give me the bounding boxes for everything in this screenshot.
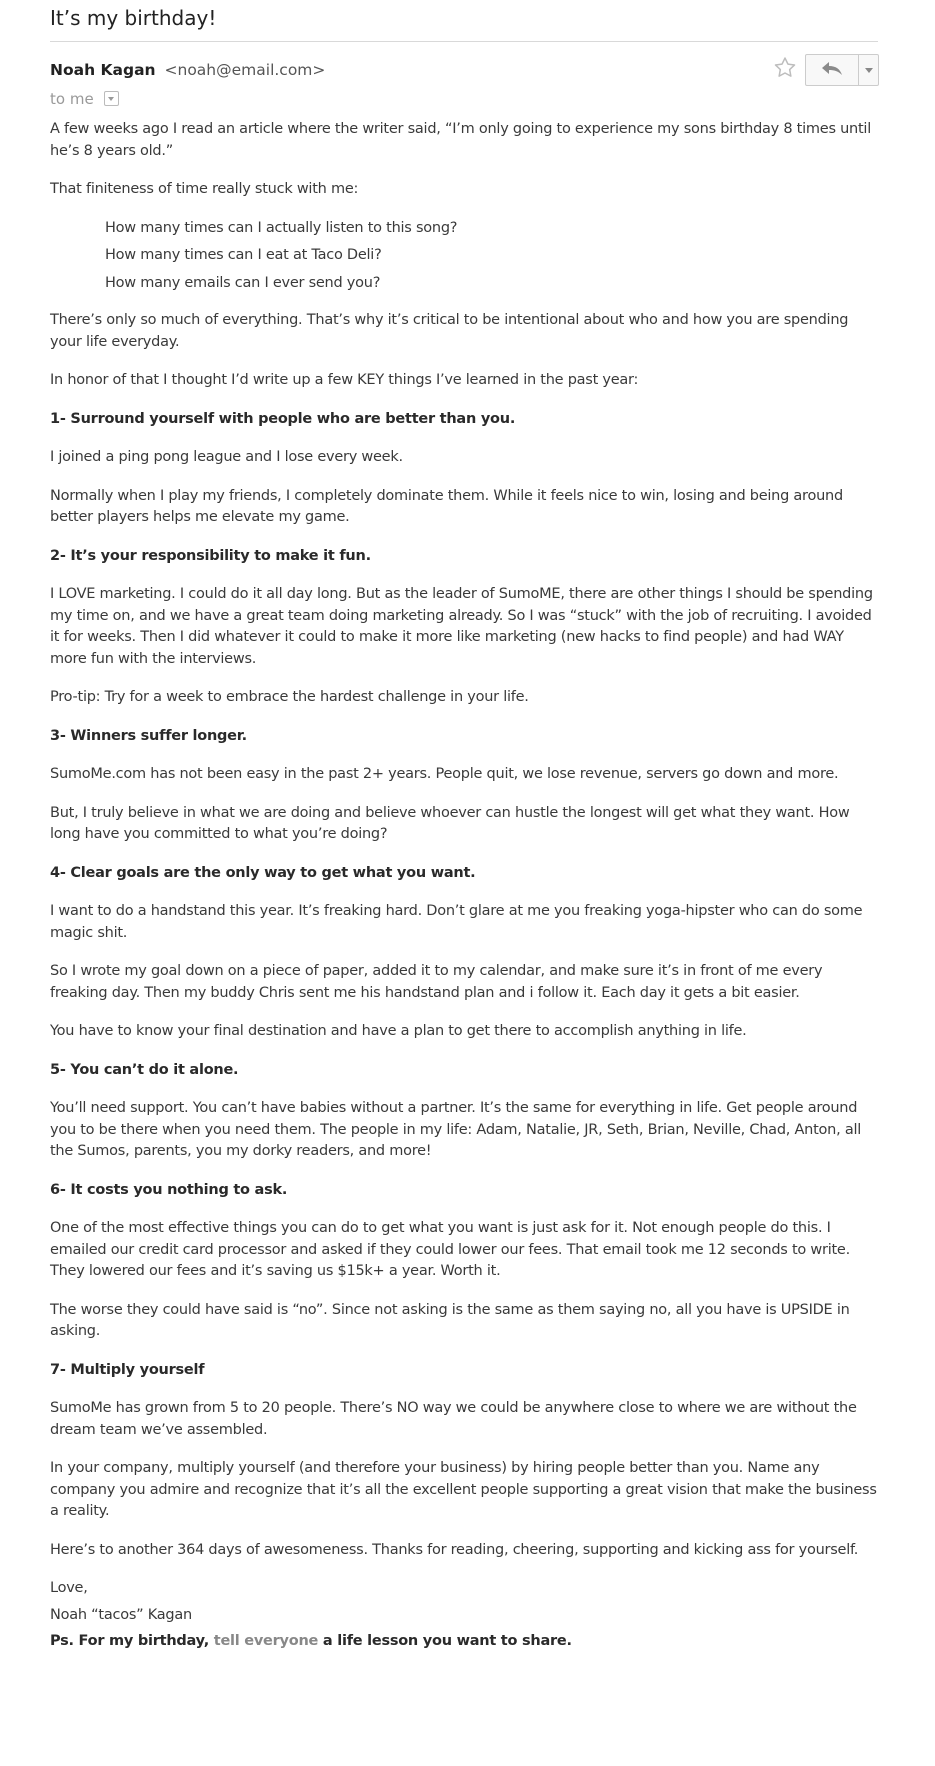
- paragraph: A few weeks ago I read an article where the writer said, “I’m only going to experience my sons birthday 8 times until he’s 8 years old.”: [50, 121, 871, 159]
- signoff: [50, 1578, 878, 1626]
- from-line: [50, 61, 325, 79]
- paragraph: Here’s to another 364 days of awesomeness. Thanks for reading, cheering, supporting and kicking ass for yourself.: [50, 1541, 859, 1558]
- paragraph: You have to know your final destination and have a plan to get there to accomplish anything in life.: [50, 1023, 747, 1039]
- list-item: How many times can I eat at Taco Deli?: [105, 247, 382, 263]
- star-icon[interactable]: [772, 55, 798, 81]
- email-view: [50, 0, 878, 1670]
- paragraph: One of the most effective things you can do to get what you want is just ask for it. Not enough people do this. I emailed our credit card processor and asked if they could lower our fees. That email took me 12 seconds to write. They lowered our fees and it’s saving us $15k+ a year. Worth it.: [50, 1220, 850, 1279]
- signature: Noah “tacos” Kagan: [50, 1606, 192, 1623]
- email-subject: It’s my birthday!: [50, 6, 878, 42]
- email-header: [50, 52, 878, 114]
- paragraph: SumoMe has grown from 5 to 20 people. There’s NO way we could be anywhere close to where we are without the dream team we’ve assembled.: [50, 1400, 857, 1438]
- paragraph: In honor of that I thought I’d write up a few KEY things I’ve learned in the past year:: [50, 372, 639, 388]
- chevron-down-icon: [865, 68, 873, 73]
- recipient-label: to me: [50, 90, 94, 108]
- paragraph: In your company, multiply yourself (and therefore your business) by hiring people better than you. Name any company you admire and recognize that it’s all the excellent people supporting a great vision that make the business a reality.: [50, 1460, 877, 1519]
- reply-icon: [820, 60, 844, 80]
- lesson-heading: 3- Winners suffer longer.: [50, 727, 247, 744]
- paragraph: That finiteness of time really stuck with me:: [50, 181, 359, 197]
- lesson-heading: 4- Clear goals are the only way to get what you want.: [50, 864, 476, 881]
- list-item: How many times can I actually listen to this song?: [105, 219, 458, 236]
- paragraph: The worse they could have said is “no”. Since not asking is the same as them saying no, all you have is UPSIDE in asking.: [50, 1301, 850, 1339]
- ps-prefix: Ps. For my birthday,: [50, 1633, 214, 1649]
- postscript: [50, 1631, 878, 1653]
- to-line: [50, 90, 119, 108]
- more-actions-button[interactable]: [859, 55, 878, 85]
- ps-suffix: a life lesson you want to share.: [318, 1633, 572, 1649]
- paragraph: I want to do a handstand this year. It’s freaking hard. Don’t glare at me you freaking yoga-hipster who can do some magic shit.: [50, 903, 863, 941]
- lesson-heading: 6- It costs you nothing to ask.: [50, 1181, 288, 1198]
- paragraph: I LOVE marketing. I could do it all day long. But as the leader of SumoME, there are other things I should be spending my time on, and we have a great team doing marketing already. So I was “stuck” with the job of recruiting. I avoided it for weeks. Then I did whatever it could to make it more like marketing (new hacks to find people) and had WAY more fun with the interviews.: [50, 586, 873, 667]
- lesson-heading: 5- You can’t do it alone.: [50, 1061, 239, 1078]
- recipient-details-dropdown-icon[interactable]: [104, 91, 119, 106]
- paragraph: But, I truly believe in what we are doing and believe whoever can hustle the longest will get what they want. How long have you committed to what you’re doing?: [50, 804, 850, 842]
- email-body: [50, 119, 878, 1653]
- tell-everyone-link[interactable]: tell everyone: [213, 1633, 319, 1649]
- lesson-heading: 2- It’s your responsibility to make it fun.: [50, 547, 371, 564]
- sender-email[interactable]: <noah@email.com>: [164, 61, 326, 79]
- list-item: How many emails can I ever send you?: [105, 274, 381, 291]
- paragraph: You’ll need support. You can’t have babies without a partner. It’s the same for everything in life. Get people around you to be there when you need them. The people in my life: Adam, Natalie, JR, Seth, Brian, Neville, Chad, Anton, all the Sumos, parents, you my dorky readers, and more!: [50, 1100, 862, 1159]
- paragraph: Pro-tip: Try for a week to embrace the hardest challenge in your life.: [50, 689, 529, 705]
- reply-button-group: [805, 54, 879, 86]
- sender-name[interactable]: Noah Kagan: [50, 61, 156, 79]
- lesson-heading: 7- Multiply yourself: [50, 1361, 205, 1378]
- signoff-line: Love,: [50, 1580, 88, 1596]
- reply-button[interactable]: [806, 55, 859, 85]
- paragraph: There’s only so much of everything. That’s why it’s critical to be intentional about who and how you are spending your life everyday.: [50, 312, 849, 350]
- paragraph: Normally when I play my friends, I completely dominate them. While it feels nice to win, losing and being around better players helps me elevate my game.: [50, 487, 843, 525]
- paragraph: SumoMe.com has not been easy in the past 2+ years. People quit, we lose revenue, servers go down and more.: [50, 766, 839, 782]
- paragraph: I joined a ping pong league and I lose every week.: [50, 449, 403, 465]
- paragraph: So I wrote my goal down on a piece of paper, added it to my calendar, and make sure it’s in front of me every freaking day. Then my buddy Chris sent me his handstand plan and i follow it. Each day it gets a bit easier.: [50, 963, 823, 1001]
- lesson-heading: 1- Surround yourself with people who are better than you.: [50, 410, 516, 427]
- question-list: [50, 218, 878, 295]
